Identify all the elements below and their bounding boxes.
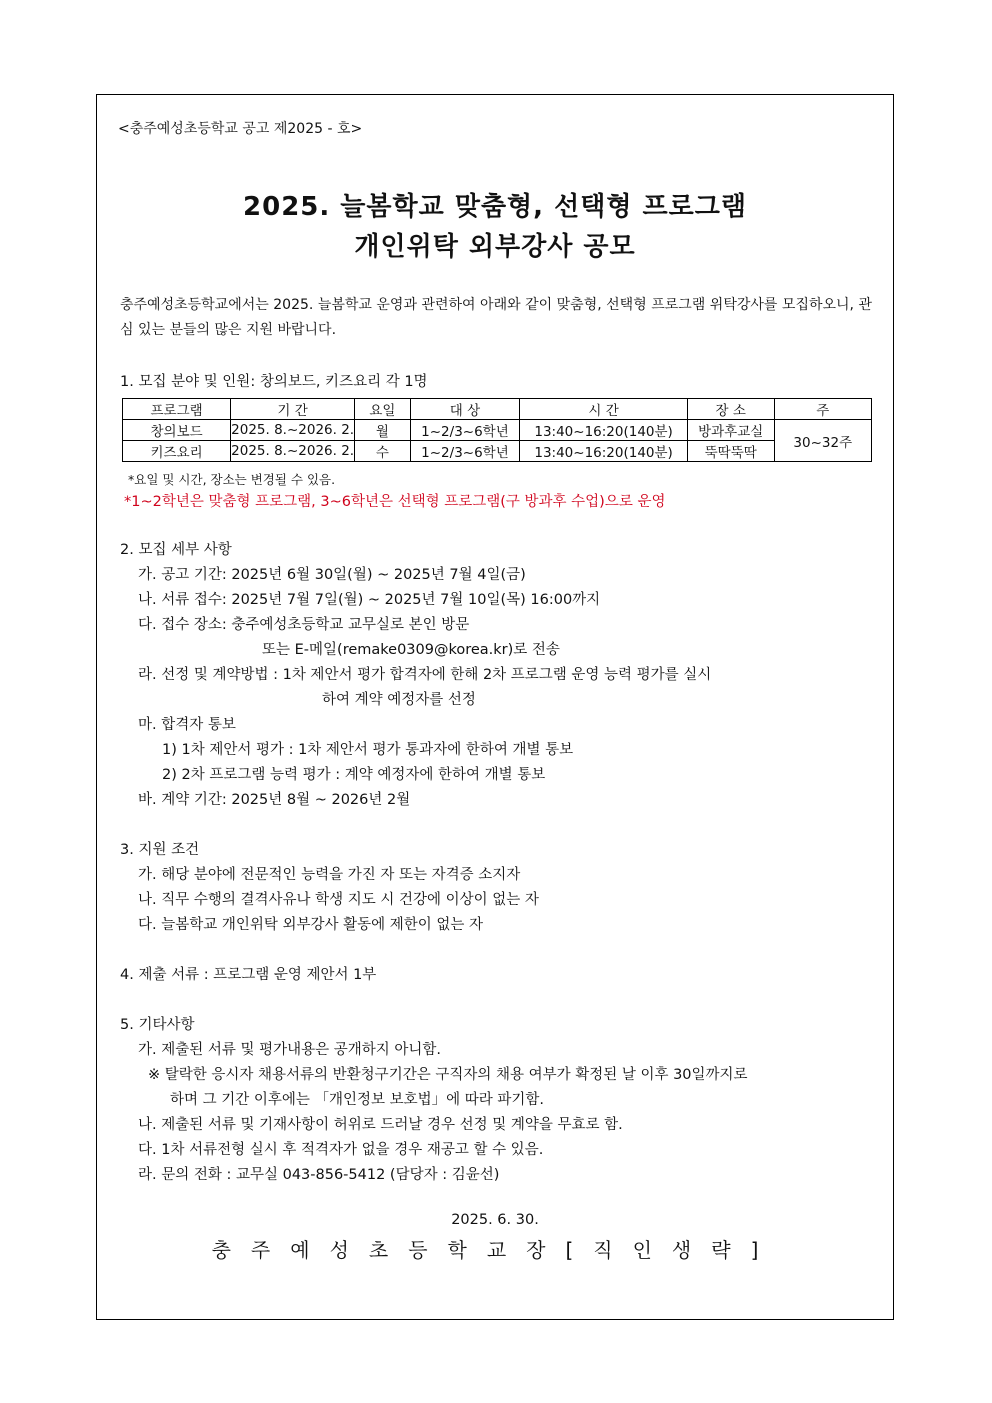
table-cell: 뚝딱뚝딱 xyxy=(687,441,774,462)
s2-item: 또는 E-메일(remake0309@korea.kr)로 전송 xyxy=(262,642,560,658)
table-row xyxy=(123,441,872,462)
table-header-cell: 장 소 xyxy=(687,399,774,420)
s3-item: 나. 직무 수행의 결격사유나 학생 지도 시 건강에 이상이 없는 자 xyxy=(138,892,539,908)
section-2-heading: 2. 모집 세부 사항 xyxy=(120,542,232,558)
table-header-cell: 요일 xyxy=(355,399,411,420)
s5-item: 나. 제출된 서류 및 기재사항이 허위로 드러날 경우 선정 및 계약을 무효로 함. xyxy=(138,1117,623,1133)
section-5-heading: 5. 기타사항 xyxy=(120,1017,195,1033)
s2-item: 나. 서류 접수: 2025년 7월 7일(월) ~ 2025년 7월 10일(목) 16:00까지 xyxy=(138,592,601,608)
s2-item: 가. 공고 기간: 2025년 6월 30일(월) ~ 2025년 7월 4일(금) xyxy=(138,567,526,583)
section-4-heading: 4. 제출 서류 : 프로그램 운영 제안서 1부 xyxy=(120,967,377,983)
table-header-cell: 대 상 xyxy=(410,399,520,420)
table-cell: 2025. 8.~2026. 2. xyxy=(231,420,355,441)
table-cell: 13:40~16:20(140분) xyxy=(520,441,688,462)
document-frame xyxy=(96,94,894,1320)
section-1-heading: 1. 모집 분야 및 인원: 창의보드, 키즈요리 각 1명 xyxy=(120,374,428,390)
table-cell: 1~2/3~6학년 xyxy=(410,420,520,441)
notice-date: 2025. 6. 30. xyxy=(451,1212,539,1228)
table-cell: 키즈요리 xyxy=(123,441,231,462)
principal-signature: 충주예성초등학교장[직인생략] xyxy=(211,1238,779,1262)
table-cell: 수 xyxy=(355,441,411,462)
s2-item: 다. 접수 장소: 충주예성초등학교 교무실로 본인 방문 xyxy=(138,617,470,633)
note-program-type: *1~2학년은 맞춤형 프로그램, 3~6학년은 선택형 프로그램(구 방과후 수업)으로 운영 xyxy=(124,494,666,510)
table-cell: 2025. 8.~2026. 2. xyxy=(231,441,355,462)
section-3-heading: 3. 지원 조건 xyxy=(120,842,200,858)
table-cell: 1~2/3~6학년 xyxy=(410,441,520,462)
table-cell: 방과후교실 xyxy=(687,420,774,441)
intro-paragraph: 충주예성초등학교에서는 2025. 늘봄학교 운영과 관련하여 아래와 같이 맞춤형, 선택형 프로그램 위탁강사를 모집하오니, 관심 있는 분들의 많은 지원 바랍니다. xyxy=(120,297,872,338)
table-row xyxy=(123,420,872,441)
title-line-1: 2025. 늘봄학교 맞춤형, 선택형 프로그램 xyxy=(243,192,747,222)
s5-item: 다. 1차 서류전형 실시 후 적격자가 없을 경우 재공고 할 수 있음. xyxy=(138,1142,544,1158)
s5-item: 하며 그 기간 이후에는 「개인정보 보호법」에 따라 파기함. xyxy=(170,1092,545,1108)
s2-item: 라. 선정 및 계약방법 : 1차 제안서 평가 합격자에 한해 2차 프로그램 운영 능력 평가를 실시 xyxy=(138,667,712,683)
s5-item: ※ 탈락한 응시자 채용서류의 반환청구기간은 구직자의 채용 여부가 확정된 날 이후 30일까지로 xyxy=(148,1067,748,1083)
title-line-2: 개인위탁 외부강사 공모 xyxy=(354,232,636,262)
table-header-row xyxy=(123,399,872,420)
table-cell: 월 xyxy=(355,420,411,441)
table-header-cell: 주 xyxy=(774,399,871,420)
s2-item: 바. 계약 기간: 2025년 8월 ~ 2026년 2월 xyxy=(138,792,411,808)
table-header-cell: 기 간 xyxy=(231,399,355,420)
table-cell: 13:40~16:20(140분) xyxy=(520,420,688,441)
table-header-cell: 시 간 xyxy=(520,399,688,420)
s5-item: 가. 제출된 서류 및 평가내용은 공개하지 아니함. xyxy=(138,1042,442,1058)
schedule-table xyxy=(122,398,872,462)
s2-item: 하여 계약 예정자를 선정 xyxy=(322,692,476,708)
notice-number: <충주예성초등학교 공고 제2025 - 호> xyxy=(118,121,363,137)
note-schedule-change: *요일 및 시간, 장소는 변경될 수 있음. xyxy=(128,472,336,487)
table-cell: 창의보드 xyxy=(123,420,231,441)
s3-item: 다. 늘봄학교 개인위탁 외부강사 활동에 제한이 없는 자 xyxy=(138,917,484,933)
table-header-cell: 프로그램 xyxy=(123,399,231,420)
s2-item: 1) 1차 제안서 평가 : 1차 제안서 평가 통과자에 한하여 개별 통보 xyxy=(162,742,574,758)
s2-item: 2) 2차 프로그램 능력 평가 : 계약 예정자에 한하여 개별 통보 xyxy=(162,767,546,783)
s2-item: 마. 합격자 통보 xyxy=(138,717,236,733)
table-cell-weeks: 30~32주 xyxy=(774,420,871,462)
s5-item: 라. 문의 전화 : 교무실 043-856-5412 (담당자 : 김윤선) xyxy=(138,1167,500,1183)
s3-item: 가. 해당 분야에 전문적인 능력을 가진 자 또는 자격증 소지자 xyxy=(138,867,521,883)
